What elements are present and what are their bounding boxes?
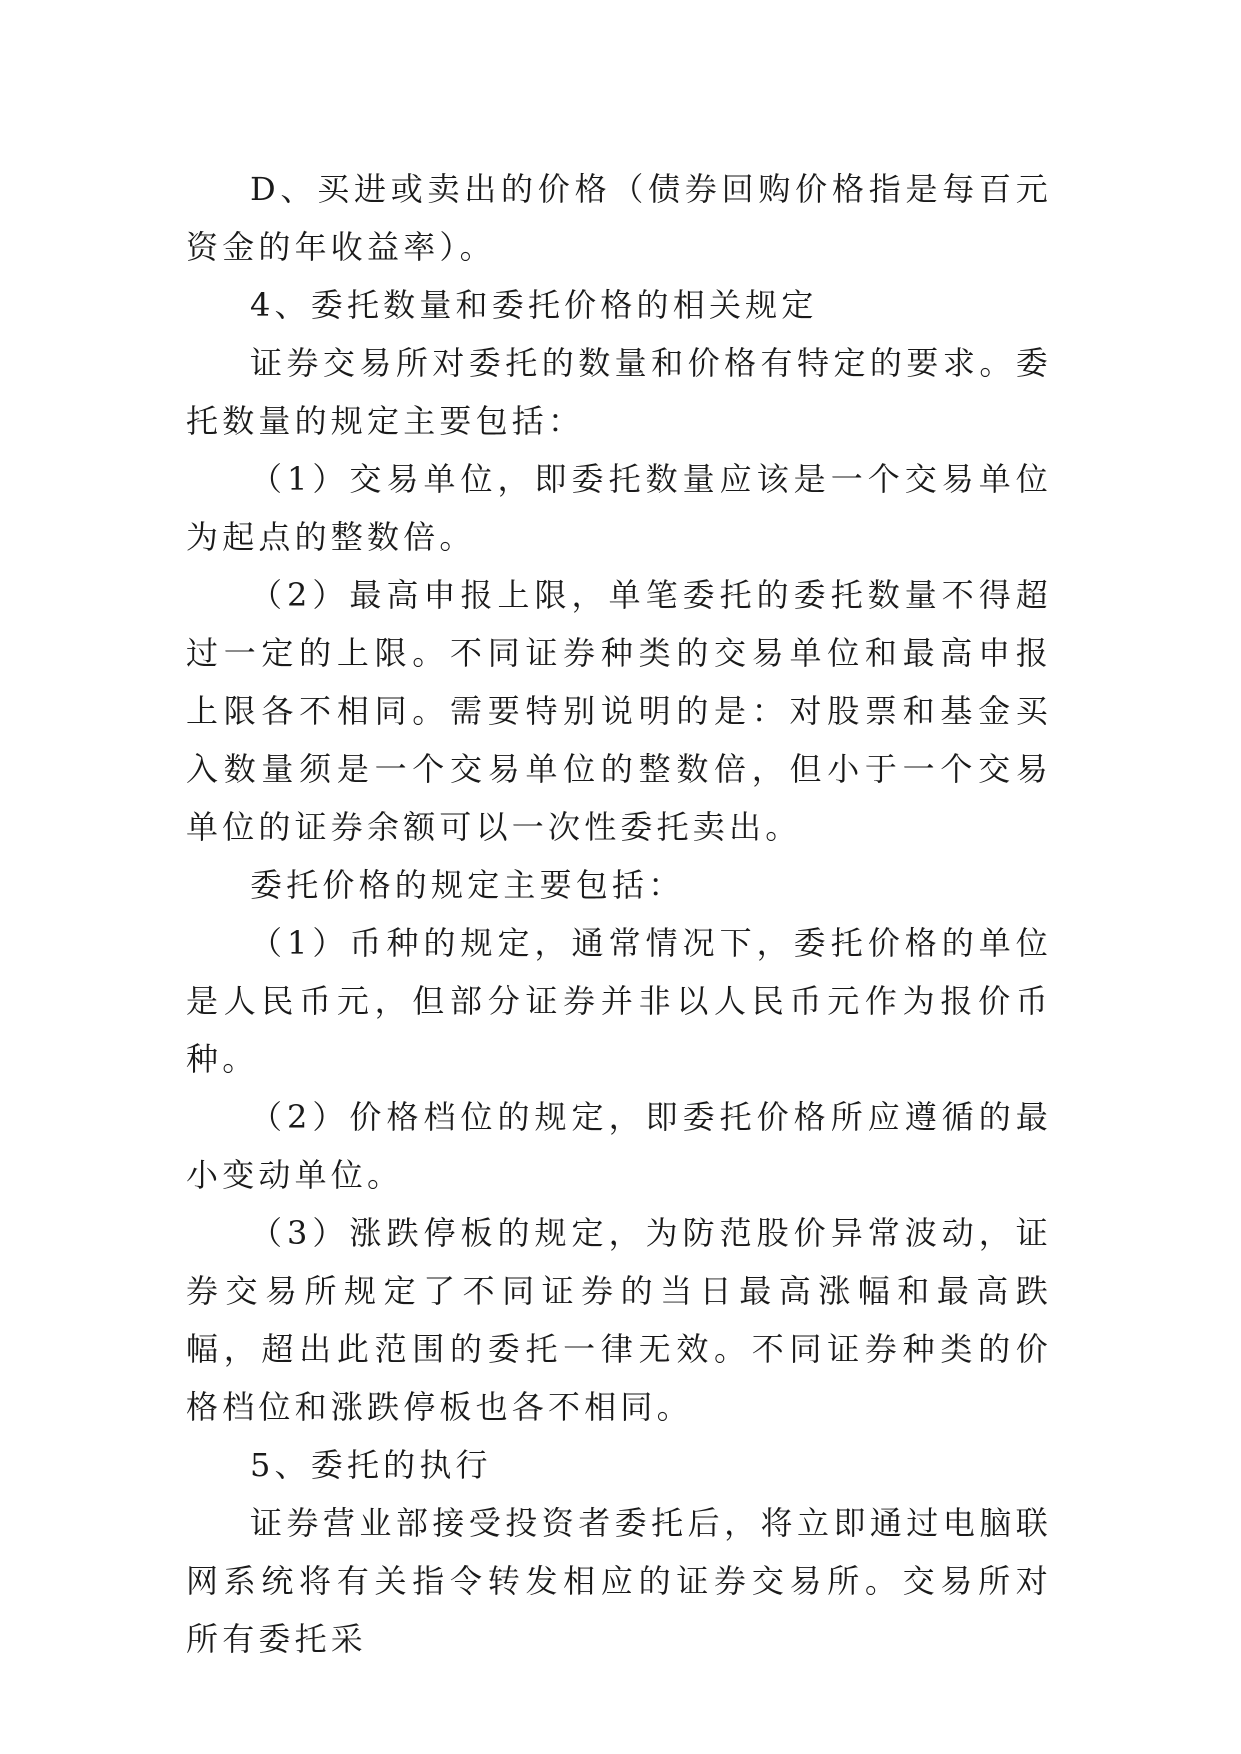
paragraph-execution: 证券营业部接受投资者委托后，将立即通过电脑联网系统将有关指令转发相应的证券交易所。交易所对所有委托采: [186, 1504, 1052, 1658]
paragraph-quantity-intro: 证券交易所对委托的数量和价格有特定的要求。委托数量的规定主要包括：: [186, 344, 1052, 440]
heading-section-4: 4、委托数量和委托价格的相关规定: [250, 286, 818, 324]
paragraph-price-clause-d: D、买进或卖出的价格（债券回购价格指是每百元资金的年收益率）。: [186, 170, 1052, 266]
paragraph-price-intro: 委托价格的规定主要包括：: [250, 866, 685, 904]
paragraph-quantity-item-1: （1）交易单位，即委托数量应该是一个交易单位为起点的整数倍。: [186, 460, 1052, 556]
paragraph-price-item-3: （3）涨跌停板的规定，为防范股价异常波动，证券交易所规定了不同证券的当日最高涨幅和最高跌幅，超出此范围的委托一律无效。不同证券种类的价格档位和涨跌停板也各不相同。: [186, 1214, 1052, 1426]
heading-section-5: 5、委托的执行: [250, 1446, 492, 1484]
paragraph-price-item-1: （1）币种的规定，通常情况下，委托价格的单位是人民币元，但部分证券并非以人民币元作为报价币种。: [186, 924, 1052, 1078]
paragraph-quantity-item-2: （2）最高申报上限，单笔委托的委托数量不得超过一定的上限。不同证券种类的交易单位和最高申报上限各不相同。需要特别说明的是：对股票和基金买入数量须是一个交易单位的整数倍，但小于一个交易单位的证券余额可以一次性委托卖出。: [186, 576, 1052, 846]
paragraph-price-item-2: （2）价格档位的规定，即委托价格所应遵循的最小变动单位。: [186, 1098, 1052, 1194]
document-body: [186, 160, 1052, 1668]
